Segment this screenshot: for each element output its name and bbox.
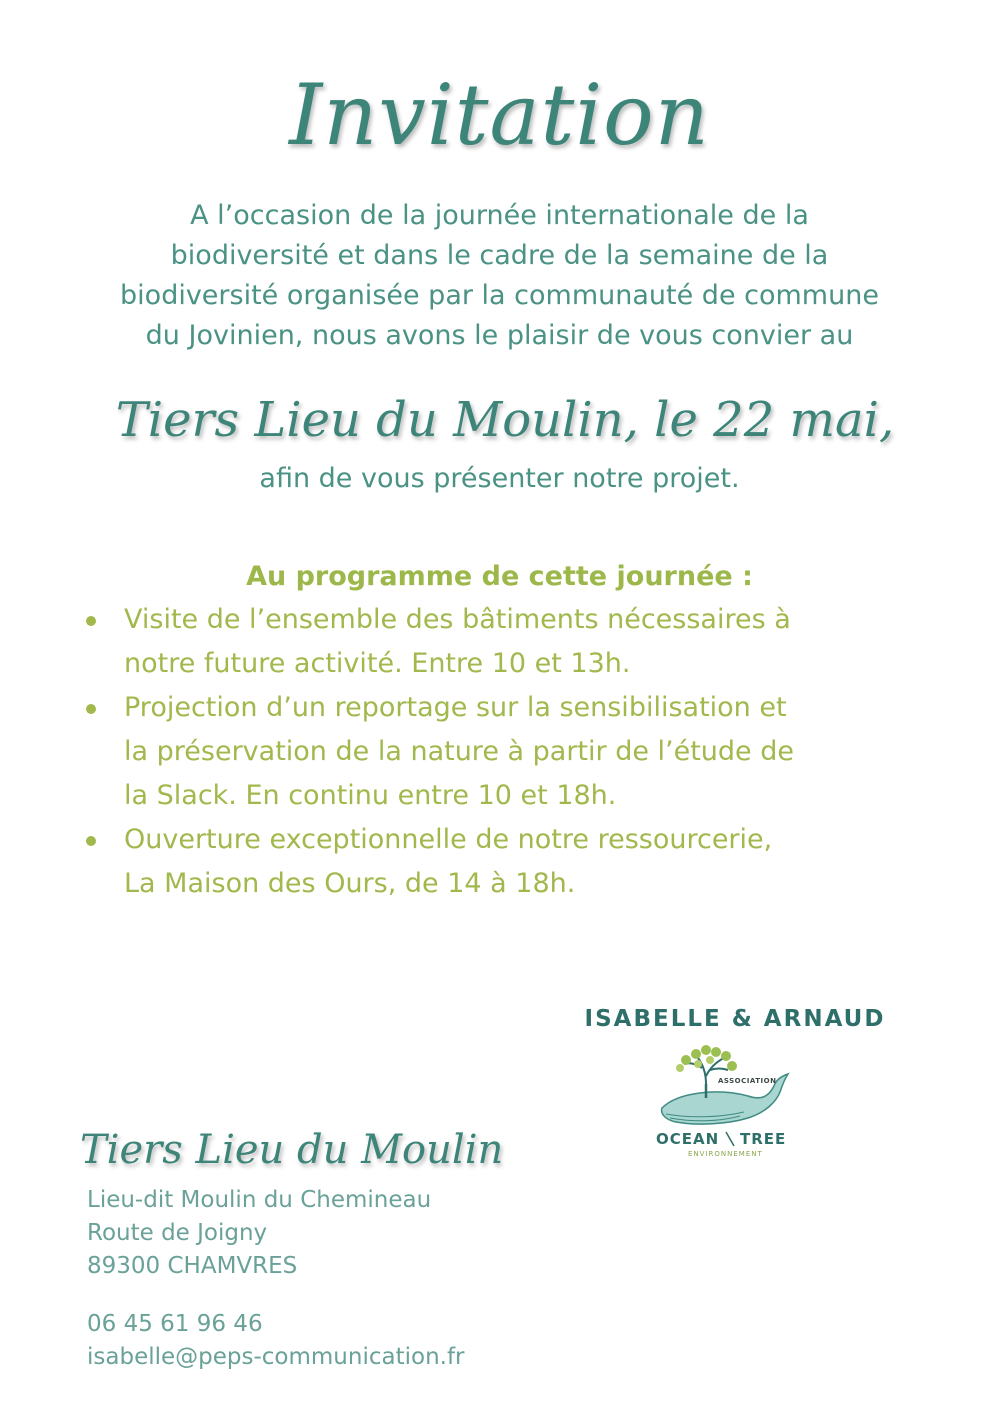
- intro-line: du Jovinien, nous avons le plaisir de vous convier au: [145, 320, 854, 351]
- program-item-line: la préservation de la nature à partir de l’étude de: [124, 736, 795, 767]
- email-address: isabelle@peps-communication.fr: [87, 1344, 465, 1370]
- logo-word-ocean: OCEAN: [656, 1130, 720, 1148]
- phone-number: 06 45 61 96 46: [87, 1311, 263, 1337]
- footer-venue-name: Tiers Lieu du Moulin: [80, 1127, 504, 1173]
- bullet-dot-icon: [86, 616, 96, 626]
- address-line: 89300 CHAMVRES: [87, 1253, 298, 1279]
- address-line: Lieu-dit Moulin du Chemineau: [87, 1187, 432, 1213]
- logo-association-label: ASSOCIATION: [718, 1077, 777, 1085]
- program-list: [80, 598, 960, 906]
- ocean-tree-logo: [648, 1042, 798, 1167]
- whale-tree-icon: [648, 1042, 798, 1167]
- address-line: Route de Joigny: [87, 1220, 268, 1246]
- program-heading: Au programme de cette journée :: [246, 561, 753, 592]
- logo-word-tree: TREE: [740, 1130, 787, 1148]
- program-item-line: Visite de l’ensemble des bâtiments nécessaires à: [124, 604, 791, 635]
- program-item-line: la Slack. En continu entre 10 et 18h.: [124, 780, 617, 811]
- invitation-title: Invitation: [289, 66, 710, 164]
- program-item-line: Ouverture exceptionnelle de notre ressourcerie,: [124, 824, 773, 855]
- program-item: [80, 818, 960, 906]
- footer-address: [87, 1184, 431, 1283]
- signers-names: ISABELLE & ARNAUD: [584, 1006, 886, 1032]
- intro-line: biodiversité organisée par la communauté de commune: [120, 280, 879, 311]
- program-item: [80, 686, 960, 818]
- program-item-line: Projection d’un reportage sur la sensibilisation et: [124, 692, 787, 723]
- intro-line: A l’occasion de la journée internationale de la: [190, 200, 809, 231]
- program-item-line: La Maison des Ours, de 14 à 18h.: [124, 868, 576, 899]
- venue-date-line: Tiers Lieu du Moulin, le 22 mai,: [115, 392, 895, 448]
- bullet-dot-icon: [86, 704, 96, 714]
- footer-contact: [87, 1308, 465, 1374]
- logo-subtitle: ENVIRONNEMENT: [688, 1150, 763, 1158]
- purpose-line: afin de vous présenter notre projet.: [259, 463, 740, 494]
- intro-line: biodiversité et dans le cadre de la semaine de la: [170, 240, 829, 271]
- program-item-line: notre future activité. Entre 10 et 13h.: [124, 648, 631, 679]
- bullet-dot-icon: [86, 836, 96, 846]
- program-item: [80, 598, 960, 686]
- intro-paragraph: [30, 196, 969, 356]
